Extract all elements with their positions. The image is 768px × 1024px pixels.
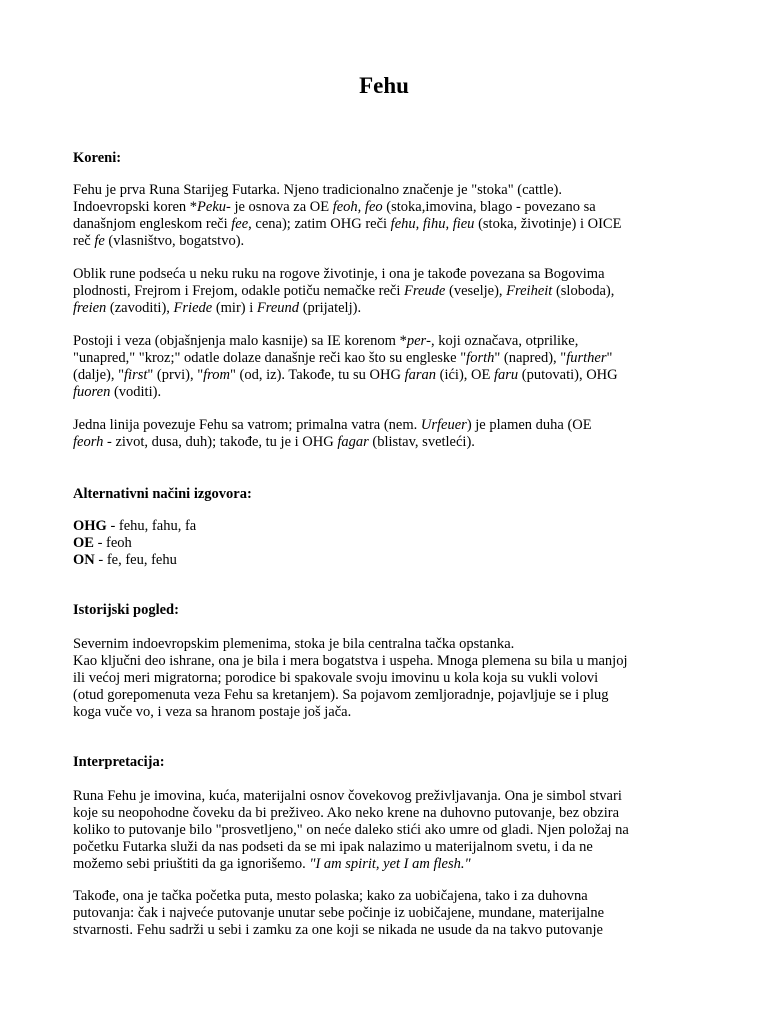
text-line: Indoevropski koren *Peku- je osnova za OE feoh, feo (stoka,imovina, blago - povezano sa — [73, 199, 596, 215]
text-line: fuoren (voditi). — [73, 384, 162, 400]
text-line: stvarnosti. Fehu sadrži u sebi i zamku za one koji se nikada ne usude da na takvo putovanje — [73, 922, 603, 938]
text-line: Jedna linija povezuje Fehu sa vatrom; primalna vatra (nem. Urfeuer) je plamen duha (OE — [73, 417, 592, 433]
text-line: Oblik rune podseća u neku ruku na rogove životinje, i ona je takođe povezana sa Bogovima — [73, 266, 605, 282]
text-line: "unapred," "kroz;" odatle dolaze današnje reči kao što su engleske "forth" (napred), "further" — [73, 350, 613, 366]
text-line: možemo sebi priuštiti da ga ignorišemo. "I am spirit, yet I am flesh." — [73, 856, 471, 872]
list-item: OE - feoh — [73, 535, 132, 551]
list-item: OHG - fehu, fahu, fa — [73, 518, 197, 534]
text-line: freien (zavoditi), Friede (mir) i Freund (prijatelj). — [73, 300, 362, 316]
text-line: (dalje), "first" (prvi), "from" (od, iz). Takođe, tu su OHG faran (ići), OE faru (putovati), OHG — [73, 367, 618, 383]
list-item: ON - fe, feu, fehu — [73, 552, 177, 568]
text-line: feorh - zivot, dusa, duh); takođe, tu je i OHG fagar (blistav, svetleći). — [73, 434, 475, 450]
paragraph-interpretacija-1 — [73, 788, 673, 873]
section-heading-izgovor: Alternativni načini izgovora: — [73, 486, 252, 502]
text-line: plodnosti, Frejrom i Frejom, odakle potiču nemačke reči Freude (veselje), Freiheit (sloboda), — [73, 283, 615, 299]
text-line: Postoji i veza (objašnjenja malo kasnije) sa IE korenom *per-, koji označava, otprilike, — [73, 333, 579, 349]
paragraph-koreni-1 — [73, 182, 673, 250]
paragraph-koreni-2 — [73, 266, 673, 317]
paragraph-istorijski — [73, 636, 673, 721]
paragraph-koreni-4 — [73, 417, 673, 451]
text-line: Kao ključni deo ishrane, ona je bila i mera bogatstva i uspeha. Mnoga plemena su bila u manjoj — [73, 653, 628, 669]
paragraph-interpretacija-2 — [73, 888, 673, 939]
text-line: početku Futarka služi da nas podseti da se mi ipak nalazimo u materijalnom svetu, i da ne — [73, 839, 593, 855]
section-heading-istorijski: Istorijski pogled: — [73, 602, 179, 618]
text-line: Severnim indoevropskim plemenima, stoka je bila centralna tačka opstanka. — [73, 636, 515, 652]
text-line: Takođe, ona je tačka početka puta, mesto polaska; kako za uobičajena, tako i za duhovna — [73, 888, 588, 904]
page-title: Fehu — [359, 73, 409, 98]
text-line: reč fe (vlasništvo, bogatstvo). — [73, 233, 245, 249]
text-line: koliko to putovanje bilo "prosvetljeno," on neće daleko stići ako umre od gladi. Njen položaj na — [73, 822, 629, 838]
text-line: današnjom engleskom reči fee, cena); zatim OHG reči fehu, fihu, fieu (stoka, životinje) i OICE — [73, 216, 622, 232]
paragraph-koreni-3 — [73, 333, 673, 401]
text-line: (otud gorepomenuta veza Fehu sa kretanjem). Sa pojavom zemljoradnje, pojavljuje se i plug — [73, 687, 609, 703]
text-line: koga vuče vo, i veza sa hranom postaje još jača. — [73, 704, 352, 720]
text-line: koje su neopohodne čoveku da bi preživeo. Ako neko krene na duhovno putovanje, bez obzira — [73, 805, 620, 821]
text-line: Runa Fehu je imovina, kuća, materijalni osnov čovekovog preživljavanja. Ona je simbol stvari — [73, 788, 622, 804]
text-line: ili većoj meri migratorna; porodice bi spakovale svoju imovinu u kola koja su vukli volovi — [73, 670, 599, 686]
section-heading-interpretacija: Interpretacija: — [73, 754, 165, 770]
pronunciation-list — [73, 518, 673, 569]
section-heading-koreni: Koreni: — [73, 150, 122, 166]
text-line: putovanja: čak i najveće putovanje unutar sebe počinje iz uobičajene, mundane, materijalne — [73, 905, 605, 921]
text-line: Fehu je prva Runa Starijeg Futarka. Njeno tradicionalno značenje je "stoka" (cattle). — [73, 182, 562, 198]
